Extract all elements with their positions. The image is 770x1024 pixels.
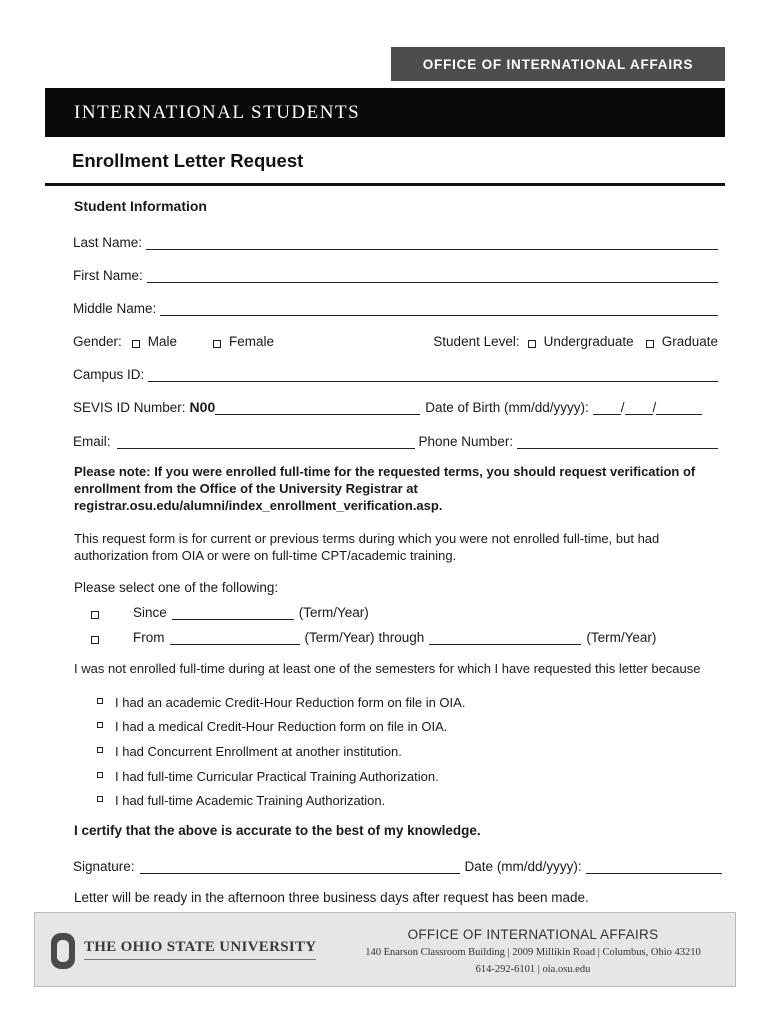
- ready-note: Letter will be ready in the afternoon three business days after request has been made.: [74, 890, 589, 905]
- ohio-state-logo-icon: [50, 932, 76, 970]
- reason-item: [97, 717, 447, 735]
- phone-field[interactable]: [517, 434, 718, 449]
- campus-id-row: [73, 364, 718, 382]
- reason-medical-checkbox[interactable]: [97, 722, 103, 728]
- sevis-dob-row: SEVIS ID Number: N00 Date of Birth (mm/dd/yyyy): / /: [73, 397, 718, 415]
- email-field[interactable]: [117, 434, 415, 449]
- gender-level-row: [73, 331, 718, 349]
- title-divider: [45, 183, 725, 186]
- reason-concurrent-checkbox[interactable]: [97, 747, 103, 753]
- reason-item: [97, 791, 385, 809]
- graduate-label: Graduate: [661, 334, 718, 349]
- dob-label: Date of Birth (mm/dd/yyyy):: [425, 400, 589, 415]
- since-label: Since: [133, 605, 167, 620]
- from-label: From: [133, 630, 165, 645]
- from-checkbox[interactable]: [91, 636, 99, 644]
- office-tab: OFFICE OF INTERNATIONAL AFFAIRS: [391, 47, 725, 81]
- from-term-field[interactable]: [170, 630, 300, 645]
- sevis-field[interactable]: [215, 400, 420, 415]
- through-term-year-label: (Term/Year): [586, 630, 657, 645]
- gender-male-checkbox[interactable]: [132, 340, 140, 348]
- from-term-year-label: (Term/Year): [304, 630, 375, 645]
- reason-item: [97, 767, 439, 785]
- reason-cpt-checkbox[interactable]: [97, 772, 103, 778]
- footer-office-name: OFFICE OF INTERNATIONAL AFFAIRS: [407, 927, 659, 942]
- through-term-field[interactable]: [429, 630, 581, 645]
- email-label: Email:: [73, 434, 111, 449]
- footer-contact: 614-292-6101 | oia.osu.edu: [475, 964, 591, 975]
- dob-month-field[interactable]: [593, 400, 621, 415]
- email-phone-row: [73, 431, 718, 449]
- undergraduate-label: Undergraduate: [543, 334, 634, 349]
- graduate-checkbox[interactable]: [646, 340, 654, 348]
- first-name-label: First Name:: [73, 268, 143, 283]
- first-name-field[interactable]: [147, 268, 718, 283]
- signature-date-field[interactable]: [586, 859, 722, 874]
- reason-academic-training-label: I had full-time Academic Training Authorization.: [115, 792, 386, 808]
- reason-concurrent-label: I had Concurrent Enrollment at another institution.: [115, 743, 402, 759]
- reason-medical-label: I had a medical Credit-Hour Reduction form on file in OIA.: [115, 718, 448, 734]
- certification-statement: I certify that the above is accurate to the best of my knowledge.: [74, 823, 481, 838]
- undergraduate-checkbox[interactable]: [528, 340, 536, 348]
- reason-item: [97, 693, 465, 711]
- since-option-row: [91, 602, 369, 620]
- signature-row: [73, 856, 722, 874]
- reason-academic-checkbox[interactable]: [97, 698, 103, 704]
- last-name-row: [73, 232, 718, 250]
- reason-academic-training-checkbox[interactable]: [97, 796, 103, 802]
- reason-academic-label: I had an academic Credit-Hour Reduction form on file in OIA.: [115, 694, 466, 710]
- campus-id-field[interactable]: [148, 367, 718, 382]
- since-term-field[interactable]: [172, 605, 294, 620]
- from-option-row: [91, 627, 656, 645]
- signature-field[interactable]: [140, 859, 460, 874]
- dob-year-field[interactable]: [656, 400, 702, 415]
- middle-name-field[interactable]: [160, 301, 718, 316]
- first-name-row: [73, 265, 718, 283]
- reason-cpt-label: I had full-time Curricular Practical Training Authorization.: [115, 768, 439, 784]
- dob-day-field[interactable]: [625, 400, 653, 415]
- campus-id-label: Campus ID:: [73, 367, 145, 382]
- gender-female-label: Female: [229, 334, 275, 349]
- middle-name-row: [73, 298, 718, 316]
- gender-label: Gender:: [73, 334, 122, 349]
- gender-female-checkbox[interactable]: [213, 340, 221, 348]
- middle-name-label: Middle Name:: [73, 301, 157, 316]
- university-wordmark: THE OHIO STATE UNIVERSITY: [84, 939, 316, 960]
- form-title: Enrollment Letter Request: [72, 150, 304, 171]
- student-level-label: Student Level:: [433, 334, 520, 349]
- through-label: through: [378, 630, 425, 645]
- signature-date-label: Date (mm/dd/yyyy):: [464, 859, 582, 874]
- reason-item: [97, 742, 402, 760]
- select-prompt: Please select one of the following:: [74, 580, 279, 595]
- since-checkbox[interactable]: [91, 611, 99, 619]
- sevis-label: SEVIS ID Number:: [73, 400, 186, 415]
- student-info-heading: Student Information: [74, 198, 207, 214]
- registrar-note: Please note: If you were enrolled full-time for the requested terms, you should request verification of enrollment from the Office of the University Registrar at registrar.osu.edu/alumni/index_enrollment_verification.asp.: [74, 464, 696, 513]
- reasons-intro: I was not enrolled full-time during at least one of the semesters for which I have requested this letter because: [74, 661, 701, 676]
- last-name-label: Last Name:: [73, 235, 143, 250]
- gender-male-label: Male: [147, 334, 178, 349]
- request-purpose-text: This request form is for current or previous terms during which you were not enrolled full-time, but had authorization from OIA or were on full-time CPT/academic training.: [74, 531, 660, 563]
- signature-label: Signature:: [73, 859, 135, 874]
- international-students-banner: INTERNATIONAL STUDENTS: [45, 88, 725, 137]
- sevis-prefix: N00: [189, 399, 216, 415]
- phone-label: Phone Number:: [418, 434, 514, 449]
- since-term-year-label: (Term/Year): [298, 605, 369, 620]
- footer-address: 140 Enarson Classroom Building | 2009 Millikin Road | Columbus, Ohio 43210: [365, 947, 701, 958]
- last-name-field[interactable]: [146, 235, 718, 250]
